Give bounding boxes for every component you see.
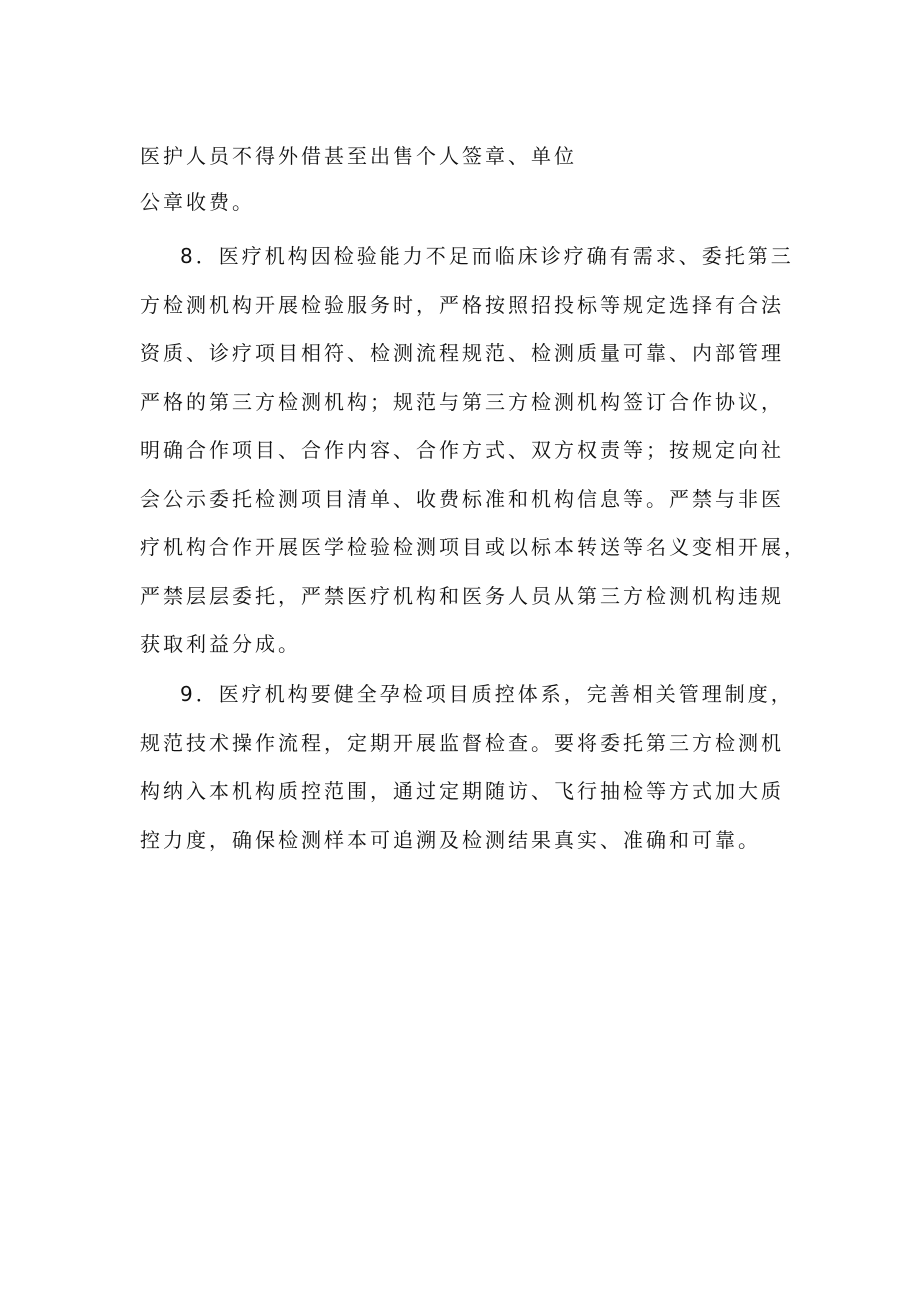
text-line: 严格的第三方检测机构；规范与第三方检测机构签订合作协议， xyxy=(140,389,784,414)
text-line: 严禁层层委托，严禁医疗机构和医务人员从第三方检测机构违规 xyxy=(140,583,784,608)
text-line: 公章收费。 xyxy=(140,190,255,214)
text-line: 疗机构合作开展医学检验检测项目或以标本转送等名义变相开展， xyxy=(140,535,807,559)
text-line: 构纳入本机构质控范围，通过定期随访、飞行抽检等方式加大质 xyxy=(140,779,784,803)
text-line: 控力度，确保检测样本可追溯及检测结果真实、准确和可靠。 xyxy=(140,827,761,852)
text-line: 资质、诊疗项目相符、检测流程规范、检测质量可靠、内部管理 xyxy=(140,341,784,365)
text-line: 规范技术操作流程，定期开展监督检查。要将委托第三方检测机 xyxy=(140,730,784,755)
text-line: 获取利益分成。 xyxy=(140,632,301,656)
text-line: 方检测机构开展检验服务时，严格按照招投标等规定选择有合法 xyxy=(140,292,784,317)
text-line: 9．医疗机构要健全孕检项目质控体系，完善相关管理制度， xyxy=(180,682,794,706)
paragraph-9 xyxy=(140,682,800,852)
paragraph-fragment xyxy=(140,144,800,214)
text-line: 会公示委托检测项目清单、收费标准和机构信息等。严禁与非医 xyxy=(140,486,784,511)
paragraph-8 xyxy=(140,244,807,656)
text-line: 明确合作项目、合作内容、合作方式、双方权责等；按规定向社 xyxy=(140,438,784,462)
text-line: 8．医疗机构因检验能力不足而临床诊疗确有需求、委托第三 xyxy=(180,244,794,268)
text-line: 医护人员不得外借甚至出售个人签章、单位 xyxy=(140,144,577,168)
